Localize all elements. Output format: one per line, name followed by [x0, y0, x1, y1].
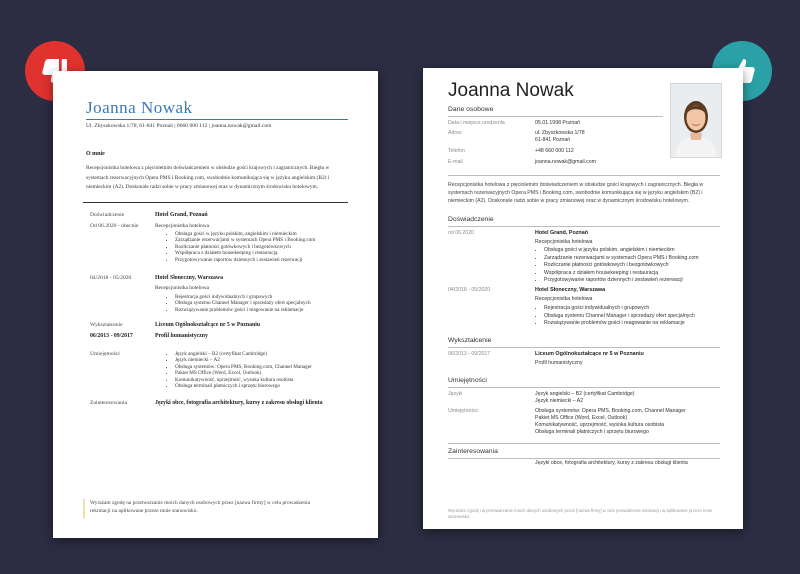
job-company: Hotel Grand, Poznań — [155, 212, 208, 218]
skills-label: Umiejętności — [90, 351, 120, 357]
education-label: Wykształcenie — [90, 322, 123, 328]
education-profile: Profil humanistyczny — [535, 360, 583, 366]
phone-value: +48 660 000 112 — [535, 148, 574, 154]
education-school: Liceum Ogólnokształcące nr 5 w Poznaniu — [155, 322, 261, 328]
consent-text: Wyrażam zgodę na przetwarzanie moich danych osobowych przez [nazwa firmy] w celu prowadzenia rekrutacji na aplikowane przeze mnie stanowisko. — [448, 508, 713, 519]
job-dates: Od 06.2020 - obecnie — [90, 223, 139, 229]
about-heading: O mnie — [86, 151, 105, 157]
experience-heading: Doświadczenie — [448, 216, 494, 223]
list-item: • Przygotowywanie raportów dziennych i zestawień rezerwacji — [175, 257, 315, 263]
interests-text: Języki obce, fotografia architektury, kursy z zakresu obsługi klienta — [535, 460, 688, 466]
list-item: • Obsługa systemu Channel Manager i sprzedaży ofert specjalnych — [175, 300, 311, 306]
personal-heading: Dane osobowe — [448, 106, 494, 113]
section-divider — [448, 116, 663, 117]
list-item: • Obsługa gości w języku polskim, angielskim i niemieckim — [544, 247, 699, 255]
job-position: Recepcjonistka hotelowa — [535, 239, 593, 245]
education-heading: Wykształcenie — [448, 337, 492, 344]
phone-label: Telefon — [448, 148, 465, 154]
address-value: ul. Zbyszkowska 1/78 — [535, 130, 585, 136]
list-item: • Współpraca z działem housekeeping i restauracją — [544, 270, 699, 278]
list-item: • Przygotowywanie raportów dziennych i zestawień rezerwacji — [544, 277, 699, 285]
birth-label: Data i miejsce urodzenia — [448, 120, 505, 126]
summary-text: Recepcjonistka hotelowa z pięcioletnim doświadczeniem w obsłudze gości krajowych i zagranicznych. Biegła w systemach rezerwacyjnych Opera PMS i Booking.com, swobodnie komunikująca się w języku angielskim (B2) i niemieckim (A2). Doskonale radzi sobie w pracy zmianowej oraz w dynamicznym środowisku hotelowym. — [86, 165, 330, 191]
list-item: • Obsługa systemu Channel Manager i sprzedaży ofert specjalnych — [544, 313, 695, 321]
job-bullets — [535, 305, 695, 328]
interests-label: Zainteresowania — [90, 400, 127, 406]
section-divider — [448, 387, 720, 388]
profile-photo — [670, 83, 722, 158]
list-item: • Pakiet MS Office (Word, Excel, Outlook) — [175, 370, 312, 376]
job-position: Recepcjonistka hotelowa — [155, 285, 210, 291]
section-divider — [448, 175, 720, 176]
person-photo-icon — [671, 84, 721, 157]
list-item: • Komunikatywność, uprzejmość, wysoka kultura osobista — [175, 377, 312, 383]
job-company: Hotel Słoneczny, Warszawa — [535, 287, 606, 293]
section-divider — [448, 347, 720, 348]
list-item: Obsługa terminali płatniczych i sprzętu biurowego — [535, 429, 649, 435]
education-school: Liceum Ogólnokształcące nr 5 w Poznaniu — [535, 351, 644, 357]
list-item: • Rozliczanie płatności gotówkowych i bezgotówkowych — [544, 262, 699, 270]
job-bullets — [165, 231, 315, 263]
list-item: • Rozliczanie płatności gotówkowych i bezgotówkowych — [175, 244, 315, 250]
job-position: Recepcjonistka hotelowa — [155, 223, 210, 229]
address-label: Adres — [448, 130, 462, 136]
list-item: • Obsługa systemów: Opera PMS, Booking.com, Channel Manager — [175, 364, 312, 370]
cv-name: Joanna Nowak — [448, 80, 574, 101]
list-item: Język niemiecki – A2 — [535, 398, 584, 404]
list-item: • Rozwiązywanie problemów gości i reagowanie na reklamacje — [544, 320, 695, 328]
education-dates: 06/2013 - 09/2017 — [448, 351, 491, 357]
job-dates: 04/2018 - 05/2020 — [448, 287, 491, 293]
list-item: Język angielski – B2 (certyfikat Cambridge) — [535, 391, 635, 397]
education-profile: Profil humanistyczny — [155, 333, 208, 339]
list-item: • Rejestracja gości indywidualnych i grupowych — [544, 305, 695, 313]
bad-cv-page — [53, 71, 378, 538]
skills-heading: Umiejętności — [448, 377, 487, 384]
list-item: Komunikatywność, uprzejmość, wysoka kultura osobista — [535, 422, 665, 428]
skills-label: Umiejętności — [448, 408, 478, 414]
list-item: • Język niemiecki – A2 — [175, 357, 312, 363]
list-item: Obsługa systemów: Opera PMS, Booking.com, Channel Manager — [535, 408, 686, 414]
email-value: joanna.nowak@gmail.com — [535, 159, 596, 165]
list-item: • Język angielski – B2 (certyfikat Cambridge) — [175, 351, 312, 357]
email-label: E-mail — [448, 159, 463, 165]
list-item: • Współpraca z działem housekeeping i restauracją — [175, 250, 315, 256]
job-company: Hotel Słoneczny, Warszawa — [155, 275, 224, 281]
list-item: • Rozwiązywanie problemów gości i reagowanie na reklamacje — [175, 307, 311, 313]
job-company: Hotel Grand, Poznań — [535, 230, 589, 236]
list-item: • Obsługa gości w języku polskim, angielskim i niemieckim — [175, 231, 315, 237]
summary-text: Recepcjonistka hotelowa z pięcioletnim doświadczeniem w obsłudze gości krajowych i zagranicznych. Biegła w systemach rezerwacyjnych Opera PMS i Booking.com, swobodnie komunikująca się w języku angielskim (B2) i niemieckim (A2). Doskonale radzi sobie w pracy zmianowej oraz w dynamicznym środowisku hotelowym. — [448, 182, 704, 204]
interests-heading: Zainteresowania — [448, 448, 498, 455]
list-item: Pakiet MS Office (Word, Excel, Outlook) — [535, 415, 628, 421]
cv-name: Joanna Nowak — [86, 98, 193, 117]
experience-label: Doświadczenie — [90, 212, 125, 218]
section-divider — [83, 202, 348, 203]
list-item: • Rejestracja gości indywidualnych i grupowych — [175, 294, 311, 300]
list-item: • Zarządzanie rezerwacjami w systemach Opera PMS i Booking.com — [175, 237, 315, 243]
job-position: Recepcjonistka hotelowa — [535, 296, 593, 302]
education-dates: 06/2013 - 09/2017 — [90, 333, 133, 339]
good-cv-page — [423, 68, 743, 529]
consent-text: Wyrażam zgodę na przetwarzanie moich danych osobowych przez [nazwa firmy] w celu prowadzenia rekrutacji na aplikowane przeze mnie stanowisko. — [90, 500, 310, 514]
name-underline — [86, 119, 348, 120]
job-bullets — [535, 247, 699, 285]
job-dates: od 06.2020 — [448, 230, 474, 236]
job-bullets — [165, 294, 311, 313]
languages-label: Języki — [448, 391, 463, 397]
interests-text: Języki obce, fotografia architektury, kursy z zakresu obsługi klienta — [155, 400, 323, 406]
consent-marker — [83, 499, 85, 518]
list-item: • Zarządzanie rezerwacjami w systemach Opera PMS i Booking.com — [544, 255, 699, 263]
contact-line: Ul. Zbyszkowska 1/78, 61-841 Poznań | 0660 000 112 | joanna.nowak@gmail.com — [86, 123, 272, 129]
address-value-2: 61-841 Poznań — [535, 137, 571, 143]
section-divider — [448, 443, 720, 444]
birth-value: 05.01.1998 Poznań — [535, 120, 580, 126]
list-item: • Obsługa terminali płatniczych i sprzętu biurowego — [175, 383, 312, 389]
job-dates: 04/2018 - 05/2020 — [90, 275, 132, 281]
skills-list — [165, 351, 312, 389]
section-divider — [448, 458, 720, 459]
section-divider — [448, 226, 720, 227]
